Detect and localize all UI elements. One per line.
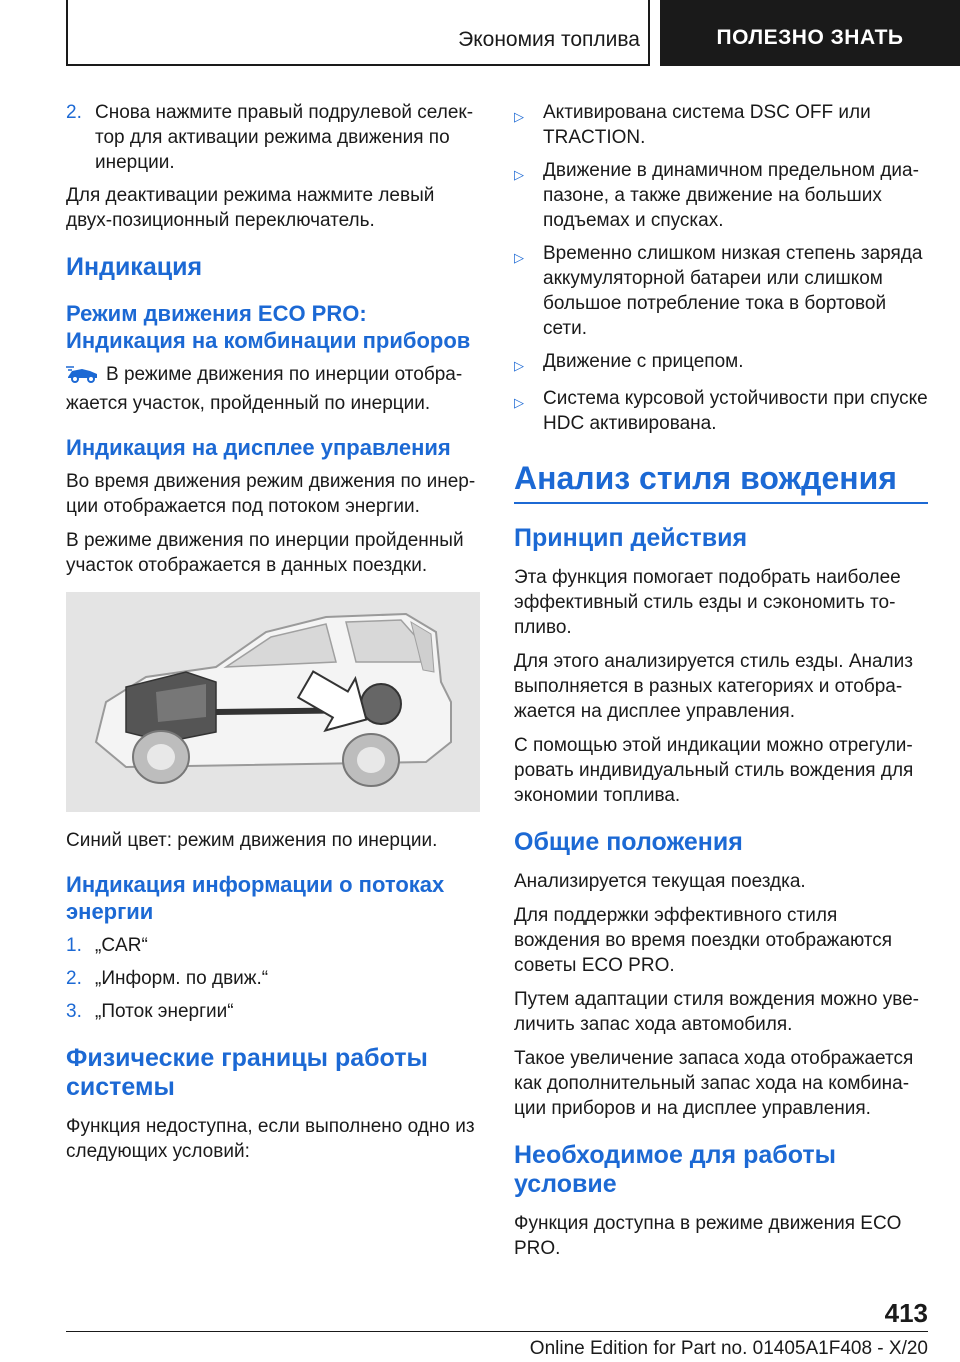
- footer-divider: [66, 1331, 928, 1332]
- heading-indication: Индикация: [66, 253, 203, 281]
- list-number: 2.: [66, 968, 82, 989]
- triangle-bullet-icon: ▷: [514, 358, 524, 373]
- list-text: „Информ. по движ.“: [95, 968, 269, 989]
- figure-caption: Синий цвет: режим движения по инерции.: [66, 830, 438, 851]
- list-text: Временно слишком низкая степень заряда аккумуляторной батареи или слишком большое потребление тока в бортовой сети.: [543, 243, 923, 339]
- list-text: „Поток энергии“: [95, 1001, 234, 1022]
- right-column: [514, 100, 928, 1270]
- list-text: Система курсовой устойчивости при спуске HDC активирована.: [543, 388, 928, 434]
- chapter-title: Экономия топлива: [458, 28, 640, 51]
- section-tab: ПОЛЕЗНО ЗНАТЬ: [660, 0, 960, 66]
- heading-driving-analysis: Анализ стиля вождения: [514, 458, 928, 504]
- principle-text-3: С помощью этой индикации можно отрегули-ровать индивидуальный стиль вождения для экономии топлива.: [514, 735, 914, 806]
- list-text: Снова нажмите правый подрулевой селек-тор для активации режима движения по инерции.: [95, 102, 474, 173]
- list-item: [66, 100, 480, 175]
- header-underline: [66, 64, 650, 66]
- heading-eco-mode: Режим движения ECO PRO: Индикация на комбинации приборов: [66, 301, 471, 353]
- display-text-2: В режиме движения по инерции пройденный участок отображается в данных поездки.: [66, 530, 464, 576]
- general-text-2: Для поддержки эффективного стиля вождения во время поездки отображаются советы ECO PRO.: [514, 905, 893, 976]
- principle-text-1: Эта функция помогает подобрать наиболее эффективный стиль езды и сэкономить то-пливо.: [514, 567, 901, 638]
- header-divider-mid: [648, 0, 650, 66]
- list-item: [66, 933, 480, 958]
- car-coasting-icon: [66, 364, 100, 391]
- list-number: 3.: [66, 1001, 82, 1022]
- car-illustration: [66, 592, 480, 812]
- requirement-text: Функция доступна в режиме движения ECO PRO.: [514, 1213, 902, 1259]
- eco-mode-text: [66, 362, 480, 416]
- list-text: Активирована система DSC OFF или TRACTION.: [543, 102, 871, 148]
- heading-general: Общие положения: [514, 828, 743, 856]
- list-item: [514, 386, 928, 436]
- page-number: 413: [884, 1298, 928, 1328]
- list-text: „CAR“: [95, 935, 148, 956]
- list-number: 1.: [66, 935, 82, 956]
- header-divider-left: [66, 0, 68, 66]
- heading-display: Индикация на дисплее управления: [66, 435, 451, 460]
- eco-mode-body: В режиме движения по инерции отобра-жается участок, пройденный по инерции.: [66, 364, 463, 414]
- list-item: [514, 158, 928, 233]
- triangle-bullet-icon: ▷: [514, 250, 524, 265]
- list-number: 2.: [66, 102, 82, 123]
- heading-requirement: Необходимое для работы условие: [514, 1141, 836, 1198]
- edition-note: Online Edition for Part no. 01405A1F408 - X/20: [529, 1338, 928, 1359]
- triangle-bullet-icon: ▷: [514, 167, 524, 182]
- general-text-3: Путем адаптации стиля вождения можно уве-личить запас хода автомобиля.: [514, 989, 919, 1035]
- left-column: [66, 100, 480, 1173]
- list-item: [514, 100, 928, 150]
- list-item: [66, 999, 480, 1024]
- limits-text: Функция недоступна, если выполнено одно из следующих условий:: [66, 1116, 475, 1162]
- triangle-bullet-icon: ▷: [514, 395, 524, 410]
- principle-text-2: Для этого анализируется стиль езды. Анализ выполняется в разных категориях и отобра-жается на дисплее управления.: [514, 651, 913, 722]
- triangle-bullet-icon: ▷: [514, 109, 524, 124]
- display-text-1: Во время движения режим движения по инер-ции отображается под потоком энергии.: [66, 471, 476, 517]
- general-text-1: Анализируется текущая поездка.: [514, 871, 806, 892]
- heading-energy-flow: Индикация информации о потоках энергии: [66, 872, 445, 924]
- list-text: Движение с прицепом.: [543, 351, 744, 372]
- heading-principle: Принцип действия: [514, 524, 748, 552]
- list-text: Движение в динамичном предельном диа-пазоне, а также движение на больших подъемах и спусках.: [543, 160, 919, 231]
- list-item: [514, 349, 928, 378]
- list-item: [514, 241, 928, 341]
- deactivation-text: Для деактивации режима нажмите левый двух-позиционный переключатель.: [66, 185, 435, 231]
- general-text-4: Такое увеличение запаса хода отображается как дополнительный запас хода на комбина-ции приборов и на дисплее управления.: [514, 1048, 914, 1119]
- heading-system-limits: Физические границы работы системы: [66, 1044, 428, 1101]
- list-item: [66, 966, 480, 991]
